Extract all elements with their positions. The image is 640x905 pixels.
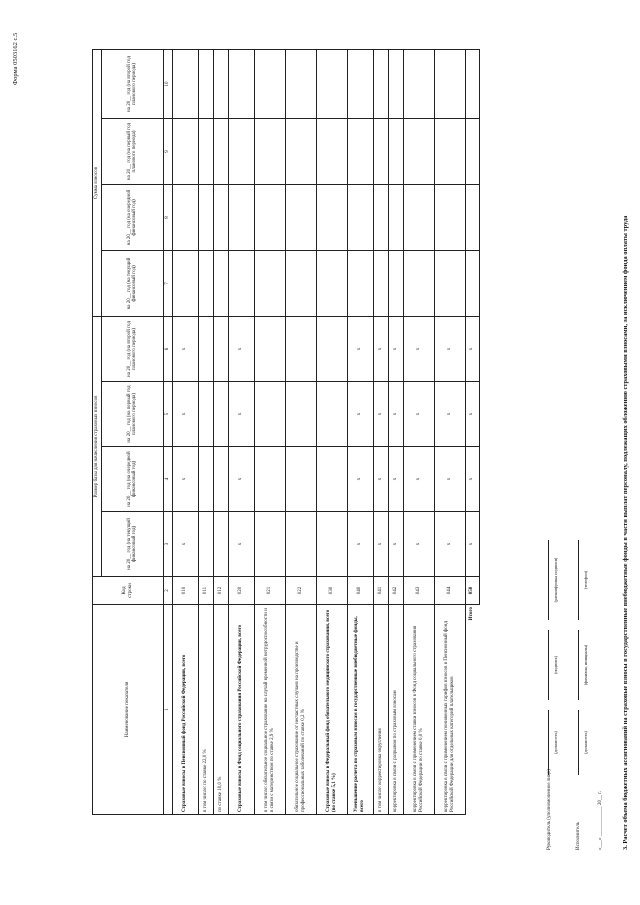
header-row-groups (93, 50, 102, 815)
value-cell[interactable] (403, 251, 434, 317)
head-label: Руководитель (уполномоченное лицо) (547, 769, 552, 850)
row-name: Страховые взносы в Федеральный фонд обязательного медицинского страхования, всего (по ставке 5,1 %) (316, 605, 347, 815)
value-cell[interactable] (316, 447, 347, 512)
value-cell[interactable] (198, 447, 213, 512)
value-cell[interactable] (388, 50, 403, 119)
col-number: 9 (163, 119, 172, 185)
value-cell[interactable] (347, 185, 373, 251)
row-name: корректировка в связи с применением ставки взносов в Фонд социального страхования Российской Федерации по ставке 0,0 % (403, 605, 434, 815)
table-row (316, 50, 347, 815)
row-name: корректировка в связи с применением пониженных тарифов взносов в Пенсионный фонд Российской Федерации для отдельных категорий плательщиков (434, 605, 465, 815)
value-cell[interactable] (254, 119, 285, 185)
x-mark: x (373, 382, 388, 447)
x-mark: x (388, 447, 403, 512)
header-base-group: Размер базы для начисления страховых взносов (93, 317, 102, 577)
table-row (388, 50, 403, 815)
value-cell[interactable] (373, 251, 388, 317)
value-cell[interactable] (198, 512, 213, 577)
value-cell[interactable] (388, 185, 403, 251)
value-cell[interactable] (198, 251, 213, 317)
value-cell[interactable] (254, 50, 285, 119)
value-cell[interactable] (172, 251, 198, 317)
x-mark: x (465, 317, 479, 382)
head-position-line[interactable] (548, 710, 549, 775)
value-cell[interactable] (388, 119, 403, 185)
value-cell[interactable] (228, 185, 254, 251)
value-cell[interactable] (373, 50, 388, 119)
value-cell[interactable] (213, 119, 228, 185)
value-cell[interactable] (254, 512, 285, 577)
executor-position-line[interactable] (578, 710, 579, 775)
row-code: 021 (254, 577, 285, 605)
value-cell[interactable] (285, 185, 316, 251)
x-mark: x (347, 512, 373, 577)
value-cell[interactable] (213, 317, 228, 382)
x-mark: x (347, 382, 373, 447)
x-mark: x (388, 382, 403, 447)
x-mark: x (228, 447, 254, 512)
col-number: 4 (163, 447, 172, 512)
col-number: 3 (163, 512, 172, 577)
header-col-10: на 20__ год (на второй год планового периода) (101, 50, 163, 119)
value-cell[interactable] (213, 512, 228, 577)
row-name: по ставке 10,0 % (213, 605, 228, 815)
x-mark: x (403, 382, 434, 447)
total-row (465, 50, 479, 815)
table-row (373, 50, 388, 815)
x-mark: x (172, 447, 198, 512)
x-mark: x (434, 447, 465, 512)
table-row (347, 50, 373, 815)
cap-decoding: (расшифровка подписи) (553, 557, 558, 603)
table-row (403, 50, 434, 815)
value-cell[interactable] (285, 251, 316, 317)
value-cell[interactable] (403, 185, 434, 251)
col-number: 6 (163, 317, 172, 382)
value-cell[interactable] (213, 251, 228, 317)
header-name: Наименование показателя (93, 605, 164, 815)
x-mark: x (434, 317, 465, 382)
header-col-6: на 20__ год (на второй год планового периода) (101, 317, 163, 382)
value-cell[interactable] (403, 50, 434, 119)
value-cell[interactable] (316, 382, 347, 447)
row-name: Страховые взносы в Фонд социального страхования Российской Федерации, всего (228, 605, 254, 815)
date-line[interactable]: «___» ____________ 20__ г. (598, 791, 603, 850)
value-cell[interactable] (228, 251, 254, 317)
row-code: 012 (213, 577, 228, 605)
executor-phone-line[interactable] (578, 540, 579, 620)
executor-fio-line[interactable] (578, 630, 579, 700)
value-cell[interactable] (198, 185, 213, 251)
value-cell[interactable] (316, 119, 347, 185)
value-cell[interactable] (347, 119, 373, 185)
head-decoding-line[interactable] (548, 540, 549, 620)
table-row (254, 50, 285, 815)
value-cell[interactable] (465, 251, 479, 317)
value-cell[interactable] (316, 185, 347, 251)
x-mark: x (228, 512, 254, 577)
x-mark: x (465, 447, 479, 512)
col-number: 5 (163, 382, 172, 447)
row-code: 022 (285, 577, 316, 605)
value-cell[interactable] (198, 119, 213, 185)
x-mark: x (465, 382, 479, 447)
value-cell[interactable] (316, 317, 347, 382)
value-cell[interactable] (285, 50, 316, 119)
value-cell[interactable] (316, 512, 347, 577)
value-cell[interactable] (198, 317, 213, 382)
value-cell[interactable] (285, 119, 316, 185)
value-cell[interactable] (285, 447, 316, 512)
table-row (285, 50, 316, 815)
row-code: 040 (347, 577, 373, 605)
col-number: 8 (163, 185, 172, 251)
table-row (434, 50, 465, 815)
x-mark: x (434, 512, 465, 577)
x-mark: x (172, 382, 198, 447)
value-cell[interactable] (198, 382, 213, 447)
header-col-4: на 20__ год (на очередной финансовый год) (101, 447, 163, 512)
value-cell[interactable] (347, 251, 373, 317)
row-code: 042 (388, 577, 403, 605)
row-name: корректировка в связи с разрывом по страховым взносам (388, 605, 403, 815)
x-mark: x (465, 512, 479, 577)
value-cell[interactable] (373, 119, 388, 185)
value-cell[interactable] (228, 119, 254, 185)
table-body (172, 50, 465, 815)
table-row (172, 50, 198, 815)
value-cell[interactable] (285, 317, 316, 382)
col-number: 2 (163, 577, 172, 605)
value-cell[interactable] (254, 382, 285, 447)
total-code: 050 (465, 577, 479, 605)
value-cell[interactable] (465, 185, 479, 251)
cap-signature: (подпись) (553, 655, 558, 675)
value-cell[interactable] (434, 251, 465, 317)
value-cell[interactable] (465, 119, 479, 185)
row-code: 041 (373, 577, 388, 605)
x-mark: x (172, 317, 198, 382)
value-cell[interactable] (213, 382, 228, 447)
row-name: в том числе: обязательное социальное страхование на случай временной нетрудоспособности и в связи с материнством по ставке 2,9 % (254, 605, 285, 815)
cap-fio: (фамилия, инициалы) (583, 644, 588, 686)
row-name: Уменьшение расчета по страховым взносам в государственные внебюджетные фонды, всего (347, 605, 373, 815)
x-mark: x (347, 317, 373, 382)
x-mark: x (347, 447, 373, 512)
x-mark: x (403, 317, 434, 382)
value-cell[interactable] (198, 50, 213, 119)
row-name: обязательное социальное страхование от несчастных случаев на производстве и профессиональных заболеваний по ставке 0,2 % (285, 605, 316, 815)
x-mark: x (228, 317, 254, 382)
column-numbers-row (163, 50, 172, 815)
value-cell[interactable] (347, 50, 373, 119)
x-mark: x (172, 512, 198, 577)
x-mark: x (373, 447, 388, 512)
row-code: 010 (172, 577, 198, 605)
table-row (213, 50, 228, 815)
row-code: 030 (316, 577, 347, 605)
value-cell[interactable] (254, 185, 285, 251)
col-number: 10 (163, 50, 172, 119)
header-col-9: на 20__ год (на первый год планового периода) (101, 119, 163, 185)
value-cell[interactable] (172, 185, 198, 251)
value-cell[interactable] (228, 50, 254, 119)
row-code: 020 (228, 577, 254, 605)
section-title: 3. Расчет объема бюджетных ассигнований на страховые взносы в государственные внебюджетные фонды в части выплат персоналу, подлежащих обложению страховыми взносами, за исключением фонда оплаты труда (622, 215, 629, 850)
value-cell[interactable] (316, 50, 347, 119)
header-col-8: на 20__ год (на очередной финансовый год) (101, 185, 163, 251)
x-mark: x (373, 317, 388, 382)
value-cell[interactable] (254, 317, 285, 382)
x-mark: x (403, 447, 434, 512)
row-code: 044 (434, 577, 465, 605)
table-row (228, 50, 254, 815)
value-cell[interactable] (254, 251, 285, 317)
value-cell[interactable] (434, 119, 465, 185)
value-cell[interactable] (254, 447, 285, 512)
value-cell[interactable] (403, 119, 434, 185)
value-cell[interactable] (172, 50, 198, 119)
col-number: 7 (163, 251, 172, 317)
header-sum-group: Сумма взносов (93, 50, 102, 317)
x-mark: x (228, 382, 254, 447)
value-cell[interactable] (213, 50, 228, 119)
row-name: в том числе: по ставке 22,0 % (198, 605, 213, 815)
header-code: Код строки (93, 577, 164, 605)
value-cell[interactable] (172, 119, 198, 185)
table-row (198, 50, 213, 815)
x-mark: x (373, 512, 388, 577)
x-mark: x (388, 317, 403, 382)
value-cell[interactable] (388, 251, 403, 317)
header-col-7: на 20__ год (на текущий финансовый год) (101, 251, 163, 317)
col-number: 1 (163, 605, 172, 815)
total-label: Итого (469, 607, 475, 621)
x-mark: x (388, 512, 403, 577)
executor-label: Исполнитель (576, 822, 581, 850)
value-cell[interactable] (434, 50, 465, 119)
insurance-contributions-table (92, 49, 480, 815)
head-signature-line[interactable] (548, 630, 549, 700)
cap-position: (должность) (553, 730, 558, 755)
value-cell[interactable] (285, 382, 316, 447)
value-cell[interactable] (465, 50, 479, 119)
row-name: Страховые взносы в Пенсионный фонд Российской Федерации, всего (172, 605, 198, 815)
value-cell[interactable] (213, 447, 228, 512)
x-mark: x (403, 512, 434, 577)
header-col-3: на 20__ год (на текущий финансовый год) (101, 512, 163, 577)
form-label: Форма 0503162 с.5 (12, 32, 19, 85)
value-cell[interactable] (316, 251, 347, 317)
value-cell[interactable] (434, 185, 465, 251)
value-cell[interactable] (285, 512, 316, 577)
row-code: 043 (403, 577, 434, 605)
row-code: 011 (198, 577, 213, 605)
value-cell[interactable] (373, 185, 388, 251)
value-cell[interactable] (213, 185, 228, 251)
row-name: в том числе: корректировка округления (373, 605, 388, 815)
cap-position: (должность) (583, 730, 588, 755)
x-mark: x (434, 382, 465, 447)
header-col-5: на 20__ год (на первый год планового периода) (101, 382, 163, 447)
cap-phone: (телефон) (583, 570, 588, 590)
